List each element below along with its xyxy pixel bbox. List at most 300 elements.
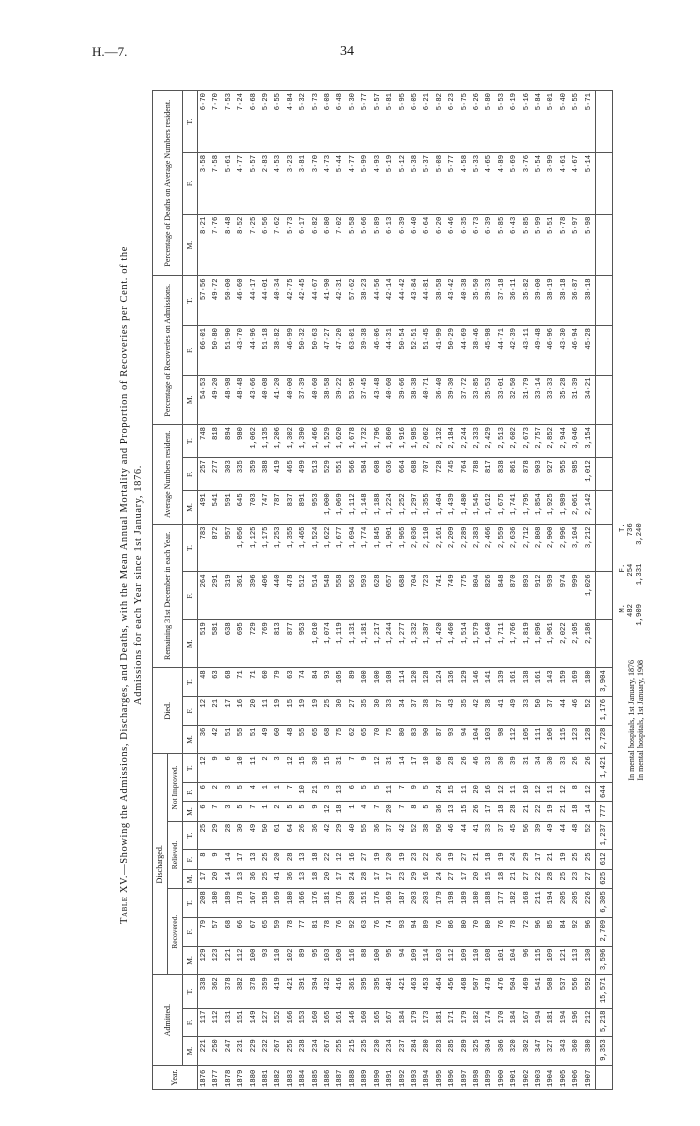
table-cell: 12 xyxy=(496,783,508,802)
table-cell: 861 xyxy=(508,458,520,491)
table-cell: 26 xyxy=(434,850,446,869)
table-cell: 48 xyxy=(570,821,582,850)
table-cell: 165 xyxy=(322,1008,334,1037)
table-cell: 24 xyxy=(347,869,359,888)
table-cell: 1,277 xyxy=(397,620,409,668)
total-cell: 15,571 xyxy=(596,975,613,1008)
table-cell: 93 xyxy=(260,946,272,975)
table-cell: 188 xyxy=(483,889,495,918)
table-cell: 581 xyxy=(210,620,222,668)
table-cell: 453 xyxy=(421,975,433,1008)
table-cell: 151 xyxy=(359,889,371,918)
table-cell: 3 xyxy=(322,783,334,802)
table-cell: 5 xyxy=(359,783,371,802)
table-cell: 7·53 xyxy=(223,91,235,153)
table-cell: 51·18 xyxy=(260,326,272,376)
table-cell: 146 xyxy=(347,1008,359,1037)
table-cell: 23 xyxy=(570,869,582,888)
table-cell: 247 xyxy=(223,1037,235,1066)
col-average: Average Numbers resident. xyxy=(153,425,183,524)
table-cell: 1,074 xyxy=(322,620,334,668)
col-died: Died. xyxy=(153,668,183,754)
table-cell: 440 xyxy=(272,572,284,620)
table-cell: 456 xyxy=(446,975,458,1008)
table-cell: 289 xyxy=(459,1037,471,1066)
table-cell: 6·23 xyxy=(446,91,458,153)
table-cell: 1,796 xyxy=(372,425,384,458)
table-cell: 34 xyxy=(533,754,545,783)
table-cell: 320 xyxy=(508,1037,520,1066)
table-cell: 783 xyxy=(198,524,211,572)
table-cell: 34 xyxy=(397,696,409,725)
table-cell: 280 xyxy=(421,1037,433,1066)
table-cell: 33·01 xyxy=(496,375,508,425)
table-cell: 3 xyxy=(223,802,235,821)
table-cell: 804 xyxy=(471,572,483,620)
table-cell: 114 xyxy=(421,946,433,975)
table-cell: 5 xyxy=(421,802,433,821)
table-cell: 29 xyxy=(210,821,222,850)
table-cell: 837 xyxy=(285,491,297,524)
table-cell: 49·72 xyxy=(210,276,222,326)
table-cell: 38·18 xyxy=(558,276,570,326)
table-cell: 513 xyxy=(310,458,322,491)
table-cell: 93 xyxy=(397,917,409,946)
table-cell: 6·55 xyxy=(272,91,284,153)
table-cell: 121 xyxy=(558,946,570,975)
table-cell: 1,302 xyxy=(285,425,297,458)
table-cell: 267 xyxy=(272,1037,284,1066)
table-cell: 19 xyxy=(545,802,557,821)
table-cell: 325 xyxy=(471,1037,483,1066)
footnote-header xyxy=(619,80,627,1090)
table-cell: 176 xyxy=(310,889,322,918)
table-cell: 136 xyxy=(446,668,458,697)
table-cell: 90 xyxy=(421,725,433,754)
table-cell: 1,206 xyxy=(272,425,284,458)
table-cell: 129 xyxy=(198,946,211,975)
table-cell: 103 xyxy=(483,725,495,754)
table-cell: 361 xyxy=(347,975,359,1008)
table-cell: 21 xyxy=(558,802,570,821)
table-cell: 45·28 xyxy=(583,326,596,376)
table-cell: 2,852 xyxy=(545,425,557,458)
table-cell: 57·56 xyxy=(198,276,211,326)
total-cell: 5,218 xyxy=(596,1008,613,1037)
table-cell: 8·21 xyxy=(198,214,211,276)
table-cell: 61 xyxy=(272,821,284,850)
table-cell: 419 xyxy=(272,975,284,1008)
table-cell: 1,175 xyxy=(260,524,272,572)
table-cell: 5·14 xyxy=(583,152,596,214)
table-cell: 5·61 xyxy=(223,152,235,214)
table-cell: 1,524 xyxy=(310,524,322,572)
table-cell: 53·95 xyxy=(347,375,359,425)
table-cell: 43·48 xyxy=(372,375,384,425)
statistics-table xyxy=(152,90,613,1090)
table-cell: 1,297 xyxy=(409,491,421,524)
table-cell: 40·00 xyxy=(285,375,297,425)
table-cell: 15 xyxy=(322,754,334,783)
table-cell: 465 xyxy=(285,458,297,491)
table-cell: 5·44 xyxy=(334,152,346,214)
table-cell: 939 xyxy=(545,572,557,620)
footnote-1908 xyxy=(636,80,645,1090)
table-cell: 5·77 xyxy=(359,91,371,153)
table-cell: 12 xyxy=(198,754,211,783)
table-cell: 4·58 xyxy=(459,152,471,214)
table-cell: 1,612 xyxy=(483,491,495,524)
table-cell: 267 xyxy=(322,1037,334,1066)
table-cell: 36 xyxy=(248,869,260,888)
table-cell: 36 xyxy=(285,869,297,888)
table-cell: 1,545 xyxy=(471,491,483,524)
table-cell: 114 xyxy=(397,668,409,697)
table-cell: 44·71 xyxy=(496,326,508,376)
sex-header-t: T. xyxy=(183,754,198,783)
table-title xyxy=(118,80,146,1090)
table-cell: 100 xyxy=(334,946,346,975)
table-cell: 469 xyxy=(521,975,533,1008)
table-cell: 18 xyxy=(310,850,322,869)
table-cell: 1,854 xyxy=(533,491,545,524)
table-cell: 26 xyxy=(297,821,309,850)
table-cell: 955 xyxy=(558,458,570,491)
table-title-line2: Admissions for each Year since 1st January, 1876. xyxy=(133,465,144,705)
table-cell: 664 xyxy=(397,458,409,491)
table-cell: 6·46 xyxy=(446,214,458,276)
table-cell: 878 xyxy=(521,458,533,491)
table-cell: 2,333 xyxy=(471,425,483,458)
table-cell: 1 xyxy=(347,802,359,821)
table-cell: 20 xyxy=(471,783,483,802)
table-cell: 38·23 xyxy=(359,276,371,326)
table-row xyxy=(372,91,384,1090)
table-cell: 7 xyxy=(397,783,409,802)
table-cell: 14 xyxy=(223,869,235,888)
table-cell: 39 xyxy=(533,821,545,850)
table-cell: 5·58 xyxy=(347,214,359,276)
table-row xyxy=(521,91,533,1090)
table-cell: 476 xyxy=(496,975,508,1008)
table-cell: 1,000 xyxy=(322,491,334,524)
table-cell: 2,209 xyxy=(446,524,458,572)
table-cell: 2,602 xyxy=(508,425,520,458)
table-cell: 592 xyxy=(583,975,596,1008)
table-cell: 695 xyxy=(235,620,247,668)
table-cell: 21 xyxy=(471,850,483,869)
table-cell: 15 xyxy=(297,754,309,783)
table-cell: 92 xyxy=(347,917,359,946)
rotated-table-block xyxy=(118,80,688,1090)
sex-header-m: M. xyxy=(183,725,198,754)
table-cell: 39·22 xyxy=(334,375,346,425)
table-cell: 9 xyxy=(210,754,222,783)
table-cell: 64 xyxy=(285,821,297,850)
table-cell: 347 xyxy=(533,1037,545,1066)
table-cell: 1,253 xyxy=(272,524,284,572)
table-cell: 112 xyxy=(508,725,520,754)
table-cell: 44·96 xyxy=(248,326,260,376)
table-cell: 628 xyxy=(372,572,384,620)
table-cell: 491 xyxy=(198,491,211,524)
table-cell: 46·60 xyxy=(235,276,247,326)
table-cell: 6·39 xyxy=(483,214,495,276)
table-cell: 1,252 xyxy=(397,491,409,524)
table-cell: 688 xyxy=(409,458,421,491)
table-cell: 63 xyxy=(285,668,297,697)
table-cell: 11 xyxy=(384,783,396,802)
table-cell: 44·69 xyxy=(459,326,471,376)
table-cell: 43 xyxy=(446,696,458,725)
table-cell: 1,961 xyxy=(545,620,557,668)
table-cell: 15 xyxy=(446,783,458,802)
table-cell: 1,062 xyxy=(248,425,260,458)
table-cell: 41 xyxy=(496,696,508,725)
table-cell: 27 xyxy=(583,869,596,888)
sex-header-t: T. xyxy=(183,276,198,326)
table-cell: 16 xyxy=(235,696,247,725)
table-cell: 13 xyxy=(446,802,458,821)
table-cell: 1 xyxy=(260,783,272,802)
sex-header-f: F. xyxy=(183,572,198,620)
table-cell: 1,460 xyxy=(446,620,458,668)
table-row xyxy=(210,91,222,1090)
table-title-prefix: Table XV. xyxy=(119,874,130,925)
table-cell: 39·66 xyxy=(397,375,409,425)
table-cell: 6·82 xyxy=(310,214,322,276)
table-cell: 512 xyxy=(297,572,309,620)
table-cell: 19 xyxy=(310,696,322,725)
table-cell: 416 xyxy=(334,975,346,1008)
table-cell: 5·57 xyxy=(372,91,384,153)
table-cell: 1,387 xyxy=(421,620,433,668)
table-cell: 49·48 xyxy=(533,326,545,376)
table-cell: 57 xyxy=(210,917,222,946)
table-cell: 208 xyxy=(347,889,359,918)
row-year: 1903 xyxy=(533,1065,545,1089)
table-cell: 39·00 xyxy=(533,276,545,326)
table-cell: 50·54 xyxy=(397,326,409,376)
table-cell: 5 xyxy=(297,802,309,821)
table-cell: 285 xyxy=(446,1037,458,1066)
table-cell: 3·81 xyxy=(297,152,309,214)
table-cell: 68 xyxy=(223,668,235,697)
table-cell: 96 xyxy=(533,917,545,946)
table-cell: 2 xyxy=(260,754,272,783)
table-cell: 764 xyxy=(459,458,471,491)
row-year: 1905 xyxy=(558,1065,570,1089)
table-cell: 34·21 xyxy=(583,375,596,425)
table-cell: 24 xyxy=(508,850,520,869)
table-cell: 29 xyxy=(521,850,533,869)
table-cell: 36·87 xyxy=(570,276,582,326)
table-cell: 83 xyxy=(409,725,421,754)
table-cell: 13 xyxy=(334,783,346,802)
table-cell: 25 xyxy=(322,696,334,725)
table-cell: 151 xyxy=(235,1008,247,1037)
table-cell: 46·96 xyxy=(545,326,557,376)
table-row xyxy=(285,91,297,1090)
table-cell: 20 xyxy=(471,869,483,888)
table-cell: 43·70 xyxy=(235,326,247,376)
table-cell: 306 xyxy=(496,1037,508,1066)
table-row xyxy=(446,91,458,1090)
table-cell: 3·99 xyxy=(545,152,557,214)
table-row xyxy=(384,91,396,1090)
total-cell xyxy=(596,276,613,326)
table-cell: 79 xyxy=(198,917,211,946)
table-cell: 6·26 xyxy=(471,91,483,153)
table-cell: 38·18 xyxy=(583,276,596,326)
table-cell: 277 xyxy=(210,458,222,491)
table-cell: 27 xyxy=(446,869,458,888)
table-cell: 723 xyxy=(421,572,433,620)
table-cell: 12 xyxy=(198,696,211,725)
table-cell: 75 xyxy=(384,725,396,754)
row-year: 1893 xyxy=(409,1065,421,1089)
sex-header-m: M. xyxy=(183,802,198,821)
table-cell: 1,678 xyxy=(347,425,359,458)
total-cell: 3,596 xyxy=(596,946,613,975)
table-cell: 20 xyxy=(210,869,222,888)
table-cell: 6·68 xyxy=(248,91,260,153)
table-cell: 15 xyxy=(285,696,297,725)
table-cell: 5·08 xyxy=(434,152,446,214)
table-cell: 7 xyxy=(248,802,260,821)
table-cell: 4·61 xyxy=(558,152,570,214)
sex-header-f: F. xyxy=(183,783,198,802)
table-cell: 6·48 xyxy=(334,91,346,153)
table-cell: 28 xyxy=(359,869,371,888)
table-cell: 4 xyxy=(359,802,371,821)
table-cell: 38·82 xyxy=(272,326,284,376)
table-cell: 28 xyxy=(446,754,458,783)
table-cell: 12 xyxy=(583,783,596,802)
table-cell: 182 xyxy=(508,889,520,918)
table-cell: 89 xyxy=(347,668,359,697)
table-cell: 182 xyxy=(471,1008,483,1037)
table-cell: 76 xyxy=(496,917,508,946)
table-cell: 478 xyxy=(483,975,495,1008)
table-cell: 31 xyxy=(521,754,533,783)
table-cell: 5·71 xyxy=(583,91,596,153)
table-cell: 27 xyxy=(347,696,359,725)
table-cell: 255 xyxy=(334,1037,346,1066)
table-row xyxy=(545,91,557,1090)
table-cell: 115 xyxy=(533,946,545,975)
table-cell: 30 xyxy=(235,821,247,850)
table-cell: 2,289 xyxy=(459,524,471,572)
table-cell: 112 xyxy=(235,946,247,975)
table-cell: 67 xyxy=(248,917,260,946)
sex-header-t: T. xyxy=(183,524,198,572)
table-cell: 194 xyxy=(533,1008,545,1037)
table-cell: 168 xyxy=(521,889,533,918)
table-cell: 234 xyxy=(384,1037,396,1066)
table-cell: 161 xyxy=(334,1008,346,1037)
table-cell: 558 xyxy=(334,572,346,620)
table-cell: 44 xyxy=(459,821,471,850)
table-cell: 1,741 xyxy=(508,491,520,524)
table-cell: 1,480 xyxy=(459,491,471,524)
table-cell: 198 xyxy=(446,889,458,918)
table-row xyxy=(570,91,582,1090)
table-cell: 37·39 xyxy=(297,375,309,425)
table-cell: 250 xyxy=(210,1037,222,1066)
table-cell: 6·56 xyxy=(260,214,272,276)
table-row xyxy=(434,91,446,1090)
table-cell: 18 xyxy=(483,850,495,869)
table-cell: 838 xyxy=(496,458,508,491)
table-cell: 28 xyxy=(223,821,235,850)
table-cell: 115 xyxy=(558,725,570,754)
table-row xyxy=(508,91,520,1090)
table-cell: 138 xyxy=(521,668,533,697)
table-cell: 100 xyxy=(372,946,384,975)
sex-header-m: M. xyxy=(183,491,198,524)
table-cell: 7·25 xyxy=(248,214,260,276)
table-cell: 24 xyxy=(434,869,446,888)
table-cell: 2,062 xyxy=(421,425,433,458)
table-cell: 100 xyxy=(372,668,384,697)
table-cell: 141 xyxy=(483,668,495,697)
table-cell: 5·99 xyxy=(359,152,371,214)
table-cell: 1,119 xyxy=(334,620,346,668)
table-cell: 5 xyxy=(235,783,247,802)
row-year: 1880 xyxy=(248,1065,260,1089)
table-cell: 76 xyxy=(334,917,346,946)
footnote-value: 254 xyxy=(627,563,636,577)
table-cell: 96 xyxy=(583,917,596,946)
table-cell: 36 xyxy=(310,821,322,850)
table-row xyxy=(583,91,596,1090)
table-cell: 9 xyxy=(409,783,421,802)
total-cell xyxy=(596,91,613,153)
table-cell: 5·01 xyxy=(545,91,557,153)
table-cell: 4·73 xyxy=(322,152,334,214)
table-cell: 5 xyxy=(285,802,297,821)
table-cell: 139 xyxy=(496,668,508,697)
table-cell: 51 xyxy=(223,725,235,754)
table-cell: 1,355 xyxy=(285,524,297,572)
table-cell: 38·58 xyxy=(434,276,446,326)
table-cell: 231 xyxy=(235,1037,247,1066)
table-cell: 50·63 xyxy=(310,326,322,376)
table-cell: 16 xyxy=(483,783,495,802)
table-cell: 52 xyxy=(583,696,596,725)
table-row xyxy=(359,91,371,1090)
table-cell: 167 xyxy=(248,889,260,918)
col-pct-deaths: Percentage of Deaths on Average Numbers resident. xyxy=(153,91,183,276)
row-year: 1899 xyxy=(483,1065,495,1089)
table-cell: 5·69 xyxy=(508,152,520,214)
table-cell: 37·18 xyxy=(496,276,508,326)
footnote-value: 1,331 xyxy=(636,563,645,586)
table-cell: 22 xyxy=(322,850,334,869)
row-year: 1884 xyxy=(297,1065,309,1089)
table-cell: 5·57 xyxy=(248,152,260,214)
table-cell: 406 xyxy=(260,572,272,620)
table-cell: 419 xyxy=(272,458,284,491)
table-cell: 50·80 xyxy=(210,326,222,376)
table-cell: 19 xyxy=(397,850,409,869)
table-cell: 2,142 xyxy=(583,491,596,524)
sex-header-row xyxy=(183,91,198,1090)
table-cell: 87 xyxy=(434,725,446,754)
table-cell: 2,383 xyxy=(471,524,483,572)
table-cell: 39·38 xyxy=(359,326,371,376)
